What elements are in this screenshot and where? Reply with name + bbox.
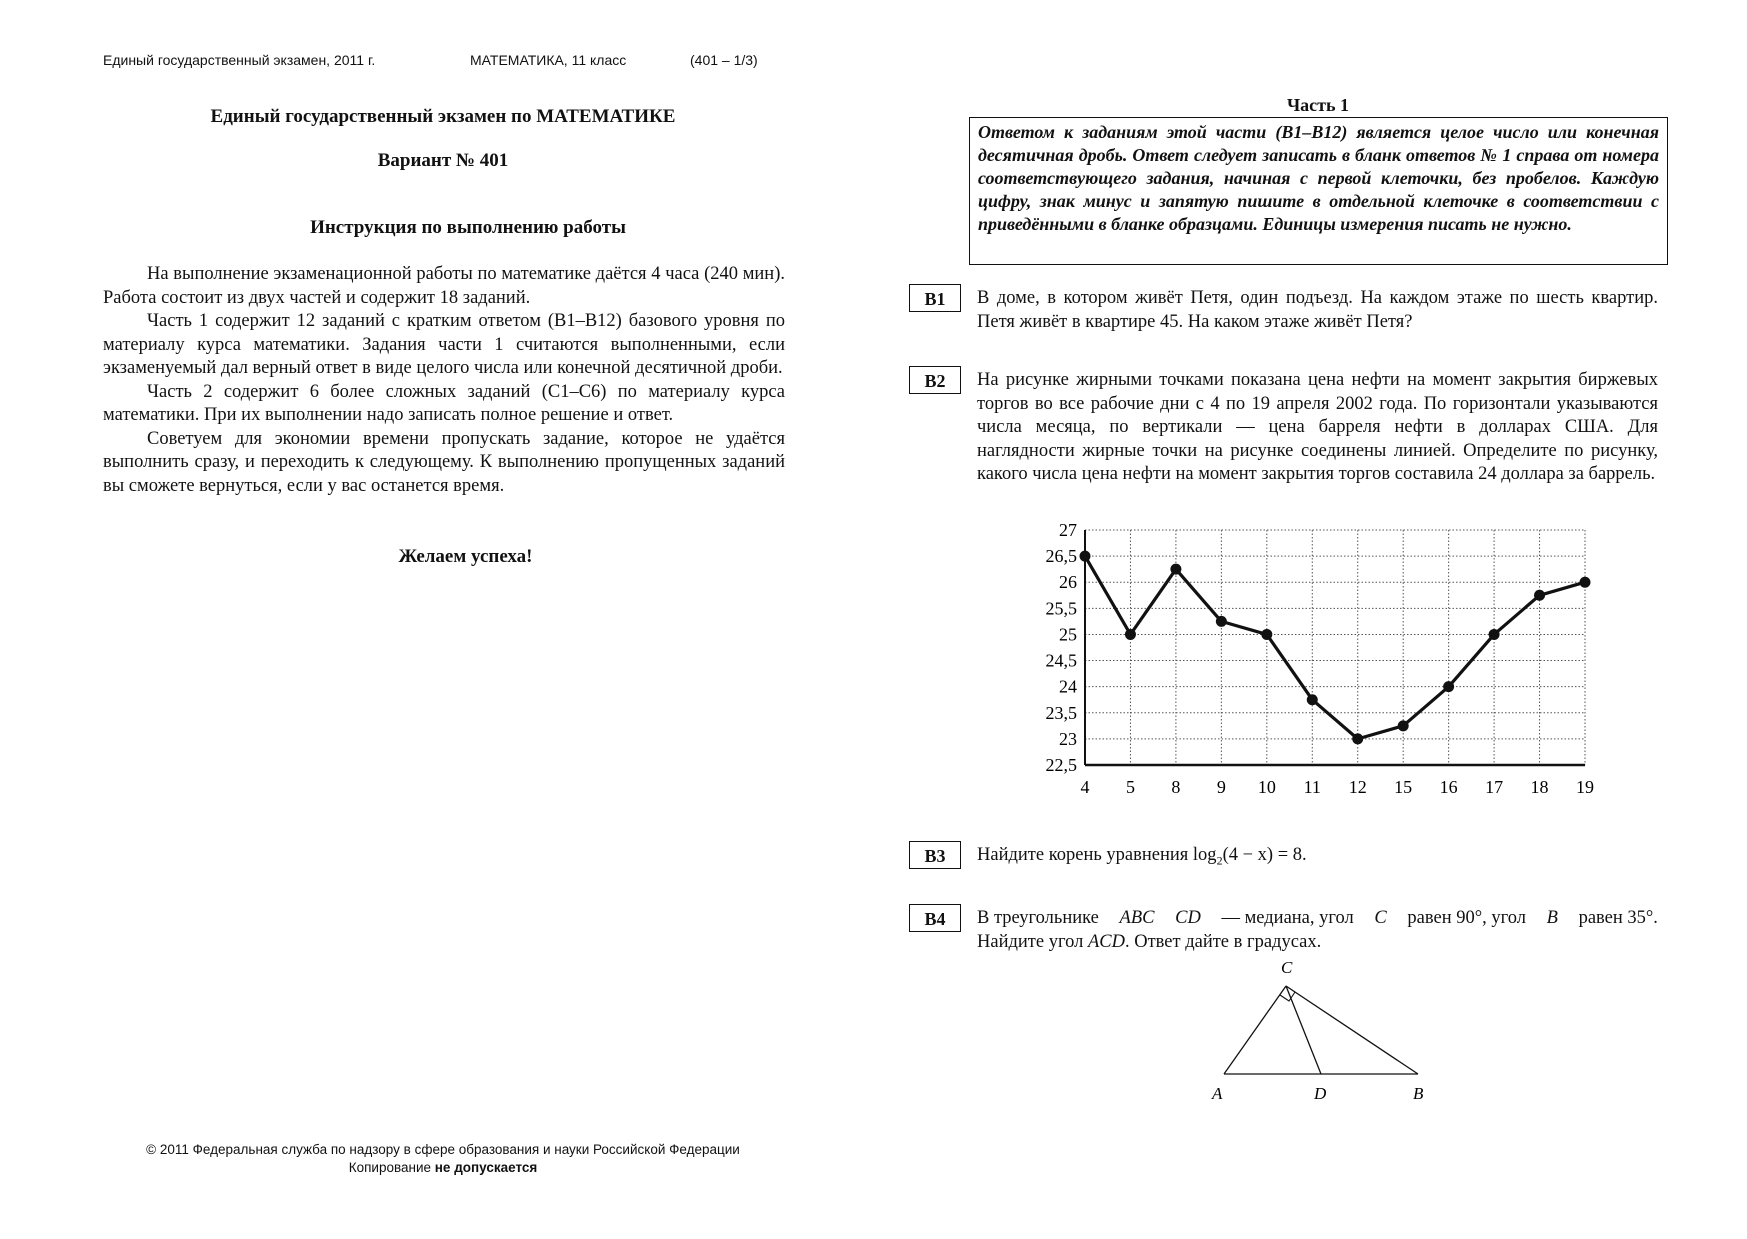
x-tick-label: 11 [1303, 777, 1321, 797]
y-tick-label: 22,5 [1045, 755, 1077, 775]
b3-log: log [1192, 845, 1217, 865]
price-point [1261, 629, 1272, 640]
x-tick-label: 19 [1576, 777, 1594, 797]
task-label-b3: B3 [909, 841, 961, 869]
part-title: Часть 1 [1286, 95, 1350, 115]
b4-text-2: — медиана, угол [1221, 908, 1354, 928]
price-point [1443, 681, 1454, 692]
b4-acd: ACD [1087, 931, 1125, 952]
instructions-paragraph: Советуем для экономии времени пропускать задание, которое не удаётся выполнить сразу, и переходить к следующему. К выполнению пропущенных заданий вы сможете вернуться, если у вас останется время. [103, 428, 785, 496]
task-text-b2: На рисунке жирными точками показана цена нефти на момент закрытия биржевых торгов во все рабочие дни с 4 по 19 апреля 2002 года. По горизонтали указываются числа месяца, по вертикали — цена барреля нефти в долларах США. Для наглядности жирные точки на рисунке соединены линией. Определите по рисунку, какого числа цена нефти на момент закрытия торгов составила 24 доллара за баррель. [977, 370, 1658, 484]
vertex-label-d: D [1314, 1084, 1327, 1103]
side-cb [1286, 986, 1418, 1074]
b3-log-base: 2 [1216, 853, 1223, 868]
instructions-paragraph: На выполнение экзаменационной работы по математике даётся 4 часа (240 мин). Работа состоит из двух частей и содержит 18 заданий. [103, 264, 785, 308]
price-points [1080, 551, 1591, 745]
b3-text: Найдите корень уравнения [977, 845, 1189, 865]
vertex-label-b: B [1413, 1084, 1424, 1103]
price-point [1125, 629, 1136, 640]
x-tick-label: 9 [1216, 777, 1226, 797]
instructions-paragraph: Часть 2 содержит 6 более сложных заданий (C1–C6) по материалу курса математики. При их выполнении надо записать полное решение и ответ. [103, 381, 785, 425]
x-tick-label: 18 [1530, 777, 1549, 797]
y-tick-label: 23 [1059, 728, 1077, 749]
b4-text-5: Найдите угол [977, 931, 1084, 952]
copy-notice [103, 1160, 783, 1175]
x-tick-label: 17 [1485, 777, 1504, 797]
task-label-b4: B4 [909, 904, 961, 932]
instructions-paragraph: Часть 1 содержит 12 заданий с кратким ответом (B1–B12) базового уровня по материалу курса математики. Задания части 1 считаются выполненными, если экзаменуемый дал верный ответ в виде целого числа или конечной десятичной дроби. [103, 311, 785, 378]
b4-text-1: В треугольнике [977, 908, 1099, 928]
triangle-figure [1200, 955, 1450, 1105]
exam-title: Единый государственный экзамен по МАТЕМАТИКЕ [210, 106, 676, 127]
y-tick-label: 26 [1059, 572, 1077, 593]
y-tick-label: 27 [1059, 520, 1077, 540]
b4-c: C [1374, 908, 1387, 928]
b4-text-6: . Ответ дайте в градусах. [1124, 931, 1322, 952]
b4-cd: CD [1175, 908, 1201, 928]
x-tick-label: 10 [1257, 777, 1276, 797]
b3-period: . [1302, 845, 1307, 865]
x-tick-label: 12 [1348, 777, 1367, 797]
part-instructions: Ответом к заданиям этой части (B1–B12) является целое число или конечная десятичная дробь. Ответ следует записать в бланк ответов № 1 справа от номера соответствующего задания, начиная с первой клеточки, без пробелов. Каждую цифру, знак минус и запятую пишите в отдельной клеточке в соответствии с приведёнными в бланке образцами. Единицы измерения писать не нужно. [969, 117, 1668, 265]
y-tick-label: 24,5 [1045, 650, 1077, 671]
y-tick-labels [1046, 520, 1078, 775]
header-subject: МАТЕМАТИКА, 11 класс [470, 52, 627, 68]
x-tick-label: 15 [1394, 777, 1413, 797]
median-cd [1286, 986, 1321, 1074]
price-point [1216, 616, 1227, 627]
price-point [1489, 629, 1500, 640]
right-angle-mark [1280, 992, 1295, 1001]
y-tick-label: 25,5 [1045, 598, 1077, 619]
x-tick-label: 16 [1439, 777, 1458, 797]
y-tick-label: 24 [1059, 676, 1077, 697]
b4-abc: ABC [1119, 908, 1155, 928]
copyright-line: © 2011 Федеральная служба по надзору в сфере образования и науки Российской Федерации [146, 1142, 740, 1157]
oil-price-chart [1030, 515, 1600, 805]
vertex-label-a: A [1212, 1084, 1223, 1103]
task-text-b4 [977, 907, 1658, 954]
copy-notice-text: Копирование [348, 1160, 432, 1175]
x-tick-labels [1081, 777, 1595, 797]
y-tick-label: 26,5 [1045, 546, 1077, 567]
task-label-b2: B2 [909, 366, 961, 394]
variant-title: Вариант № 401 [377, 150, 509, 171]
b3-equation: (4 − x) = 8 [1222, 845, 1303, 865]
instructions-body [103, 263, 785, 498]
y-tick-label: 23,5 [1045, 702, 1077, 723]
price-point [1580, 577, 1591, 588]
header-exam: Единый государственный экзамен, 2011 г. [103, 52, 376, 68]
b4-line2 [977, 931, 1658, 955]
price-point [1307, 694, 1318, 705]
price-point [1534, 590, 1545, 601]
chart-axes [1085, 530, 1585, 765]
b4-b: B [1546, 908, 1558, 928]
price-line [1085, 556, 1585, 739]
instructions-title: Инструкция по выполнению работы [310, 217, 626, 238]
x-tick-label: 4 [1080, 777, 1090, 797]
b4-text-3: равен 90°, угол [1407, 908, 1526, 928]
price-point [1080, 551, 1091, 562]
vertex-label-c: C [1281, 958, 1293, 977]
y-tick-label: 25 [1059, 624, 1077, 645]
side-ac [1224, 986, 1286, 1074]
task-text-b1: В доме, в котором живёт Петя, один подъезд. На каждом этаже по шесть квартир. Петя живёт в квартире 45. На каком этаже живёт Петя? [977, 288, 1658, 332]
header-code: (401 – 1/3) [690, 52, 758, 68]
chart-grid [1085, 530, 1585, 765]
price-point [1352, 733, 1363, 744]
x-tick-label: 8 [1171, 777, 1181, 797]
x-tick-label: 5 [1125, 777, 1135, 797]
price-point [1398, 720, 1409, 731]
b4-line1 [977, 907, 1658, 931]
copy-notice-bold: не допускается [434, 1160, 538, 1175]
b4-text-4: равен 35°. [1578, 908, 1658, 928]
task-text-b3 [977, 844, 1658, 873]
price-point [1170, 564, 1181, 575]
task-label-b1: B1 [909, 284, 961, 312]
wish-text: Желаем успеха! [398, 546, 533, 567]
